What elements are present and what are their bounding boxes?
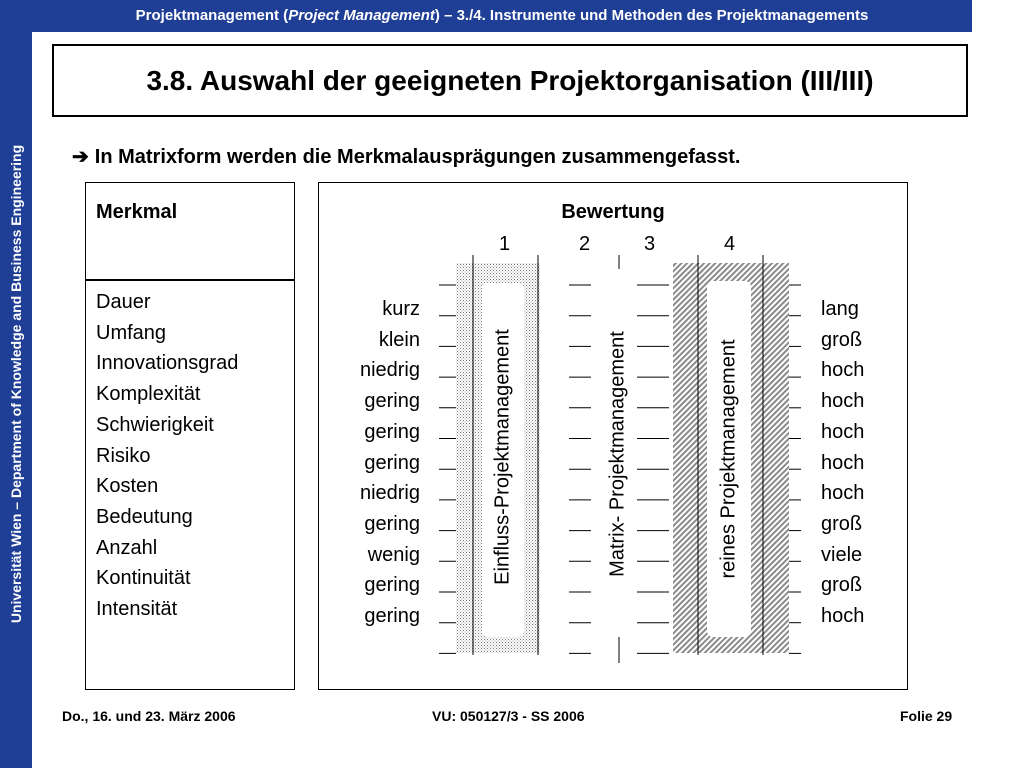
merkmal-item: Bedeutung	[96, 505, 193, 528]
band-label-reines: reines Projektmanagement	[717, 339, 740, 579]
right-value: hoch	[821, 482, 865, 505]
header-prefix: Projektmanagement (	[135, 7, 289, 24]
bewertung-title: Bewertung	[561, 201, 665, 223]
header-emphasis: Project Management	[288, 7, 435, 24]
header-suffix: ) – 3./4. Instrumente und Methoden des Projektmanagements	[434, 7, 869, 24]
footer-slide-number: Folie 29	[900, 708, 953, 724]
merkmal-list	[96, 287, 238, 625]
left-values-list	[360, 294, 420, 632]
footer-course: VU: 050127/3 - SS 2006	[432, 708, 585, 724]
sidebar-institution-text: Universität Wien – Department of Knowledge and Business Engineering	[8, 144, 24, 624]
left-value: gering	[364, 605, 420, 628]
merkmal-item: Kontinuität	[96, 567, 191, 590]
slide-title-box	[52, 44, 968, 117]
scale-number-1: 1	[499, 233, 511, 255]
merkmal-item: Komplexität	[96, 383, 201, 406]
band-label-matrix: Matrix- Projektmanagement	[606, 331, 629, 577]
right-value: hoch	[821, 451, 865, 474]
sidebar	[0, 0, 32, 768]
merkmal-item: Intensität	[96, 598, 178, 621]
merkmal-item: Risiko	[96, 444, 151, 467]
left-value: niedrig	[359, 359, 420, 382]
right-value: groß	[821, 574, 863, 597]
scale-number-3: 3	[644, 233, 656, 255]
left-value: klein	[378, 328, 420, 351]
scale-number-4: 4	[724, 233, 736, 255]
scale-number-2: 2	[579, 233, 591, 255]
merkmal-item: Innovationsgrad	[96, 352, 239, 375]
left-value: gering	[364, 451, 420, 474]
bewertung-panel	[318, 182, 908, 690]
right-value: hoch	[821, 605, 865, 628]
right-values-list	[821, 294, 864, 632]
merkmal-item: Kosten	[96, 475, 159, 498]
right-value: hoch	[821, 359, 865, 382]
right-value: viele	[821, 543, 863, 566]
merkmal-divider	[86, 279, 294, 281]
left-value: gering	[364, 512, 420, 535]
bullet-text: In Matrixform werden die Merkmalausprägungen zusammengefasst.	[94, 146, 741, 168]
merkmal-item: Dauer	[96, 291, 151, 313]
slide-title: 3.8. Auswahl der geeigneten Projektorganisation (III/III)	[146, 65, 874, 96]
bullet-point	[72, 144, 741, 169]
left-value: wenig	[367, 543, 420, 566]
left-value: gering	[364, 390, 420, 413]
right-value: groß	[821, 512, 863, 535]
right-value: groß	[821, 328, 863, 351]
merkmal-item: Schwierigkeit	[96, 413, 214, 436]
left-value: kurz	[382, 298, 420, 320]
merkmal-item: Anzahl	[96, 536, 158, 559]
merkmal-header: Merkmal	[96, 201, 178, 223]
right-value: hoch	[821, 390, 865, 413]
band-label-einfluss: Einfluss-Projektmanagement	[491, 329, 514, 585]
left-value: niedrig	[359, 482, 420, 505]
footer-date: Do., 16. und 23. März 2006	[62, 708, 236, 724]
right-value: lang	[821, 298, 859, 320]
header-bar	[32, 0, 972, 32]
arrow-right-icon: ➔	[72, 146, 89, 168]
left-value: gering	[364, 420, 420, 443]
merkmal-item: Umfang	[96, 321, 167, 344]
merkmal-table	[85, 182, 295, 690]
left-value: gering	[364, 574, 420, 597]
right-value: hoch	[821, 420, 865, 443]
